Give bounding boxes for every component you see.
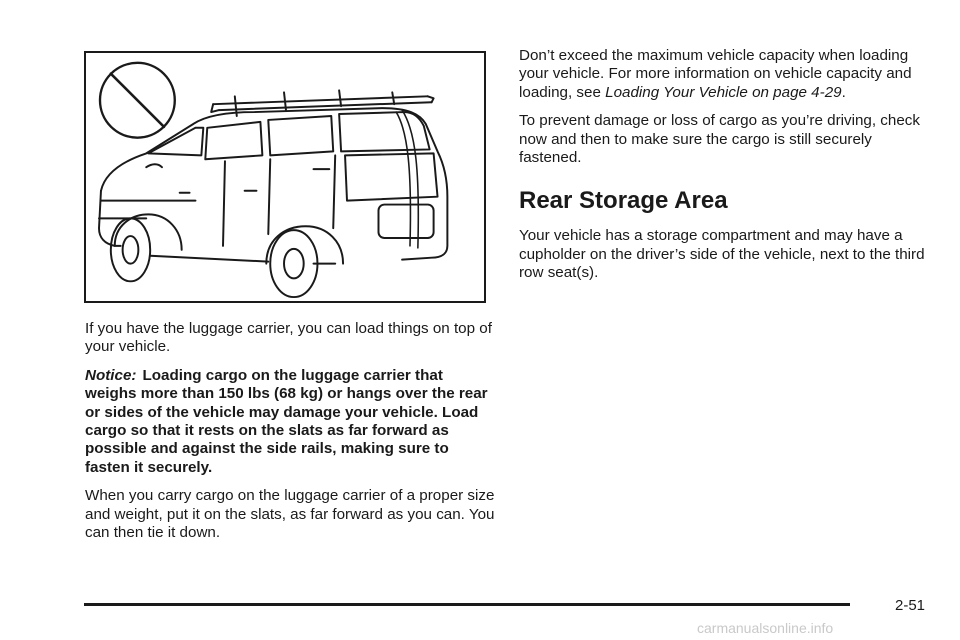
capacity-paragraph [519,47,929,102]
carry-cargo-paragraph: When you carry cargo on the luggage carrier of a proper size and weight, put it on the slats, as far forward as you can. You can then tie it down. [85,487,495,542]
capacity-text: Don’t exceed the maximum vehicle capacity when loading your vehicle. For more information on vehicle capacity and loading, see [519,47,912,101]
van-windows [148,112,429,246]
right-column [519,47,929,293]
notice-text: Loading cargo on the luggage carrier that weighs more than 150 lbs (68 kg) or hangs over the rear or sides of the vehicle may damage your vehicle. Load cargo so that it rests on the slats as far forward as possible and against the side rails, making sure to fasten it securely. [85,366,488,476]
notice-paragraph [85,367,495,477]
watermark-text: carmanualsonline.info [697,620,834,636]
cargo-check-paragraph: To prevent damage or loss of cargo as you’re driving, check now and then to make sure the cargo is still securely fastened. [519,112,920,167]
notice-label: Notice: [85,366,137,384]
left-column [85,320,495,552]
section-heading: Rear Storage Area [519,187,728,215]
footer-rule [84,603,850,606]
page-number: 2-51 [895,597,926,614]
van-details [146,164,329,193]
minivan-drawing [86,53,484,301]
luggage-carrier-illustration [84,51,486,303]
prohibition-icon [100,63,175,138]
van-body [99,108,447,263]
luggage-intro-paragraph: If you have the luggage carrier, you can load things on top of your vehicle. [85,320,492,356]
storage-paragraph: Your vehicle has a storage compartment and may have a cupholder on the driver’s side of the vehicle, next to the third row seat(s). [519,227,925,282]
rear-hatch [345,110,438,248]
capacity-reference-link[interactable]: Loading Your Vehicle on page 4-29 [605,83,842,101]
capacity-text-end: . [841,83,846,101]
